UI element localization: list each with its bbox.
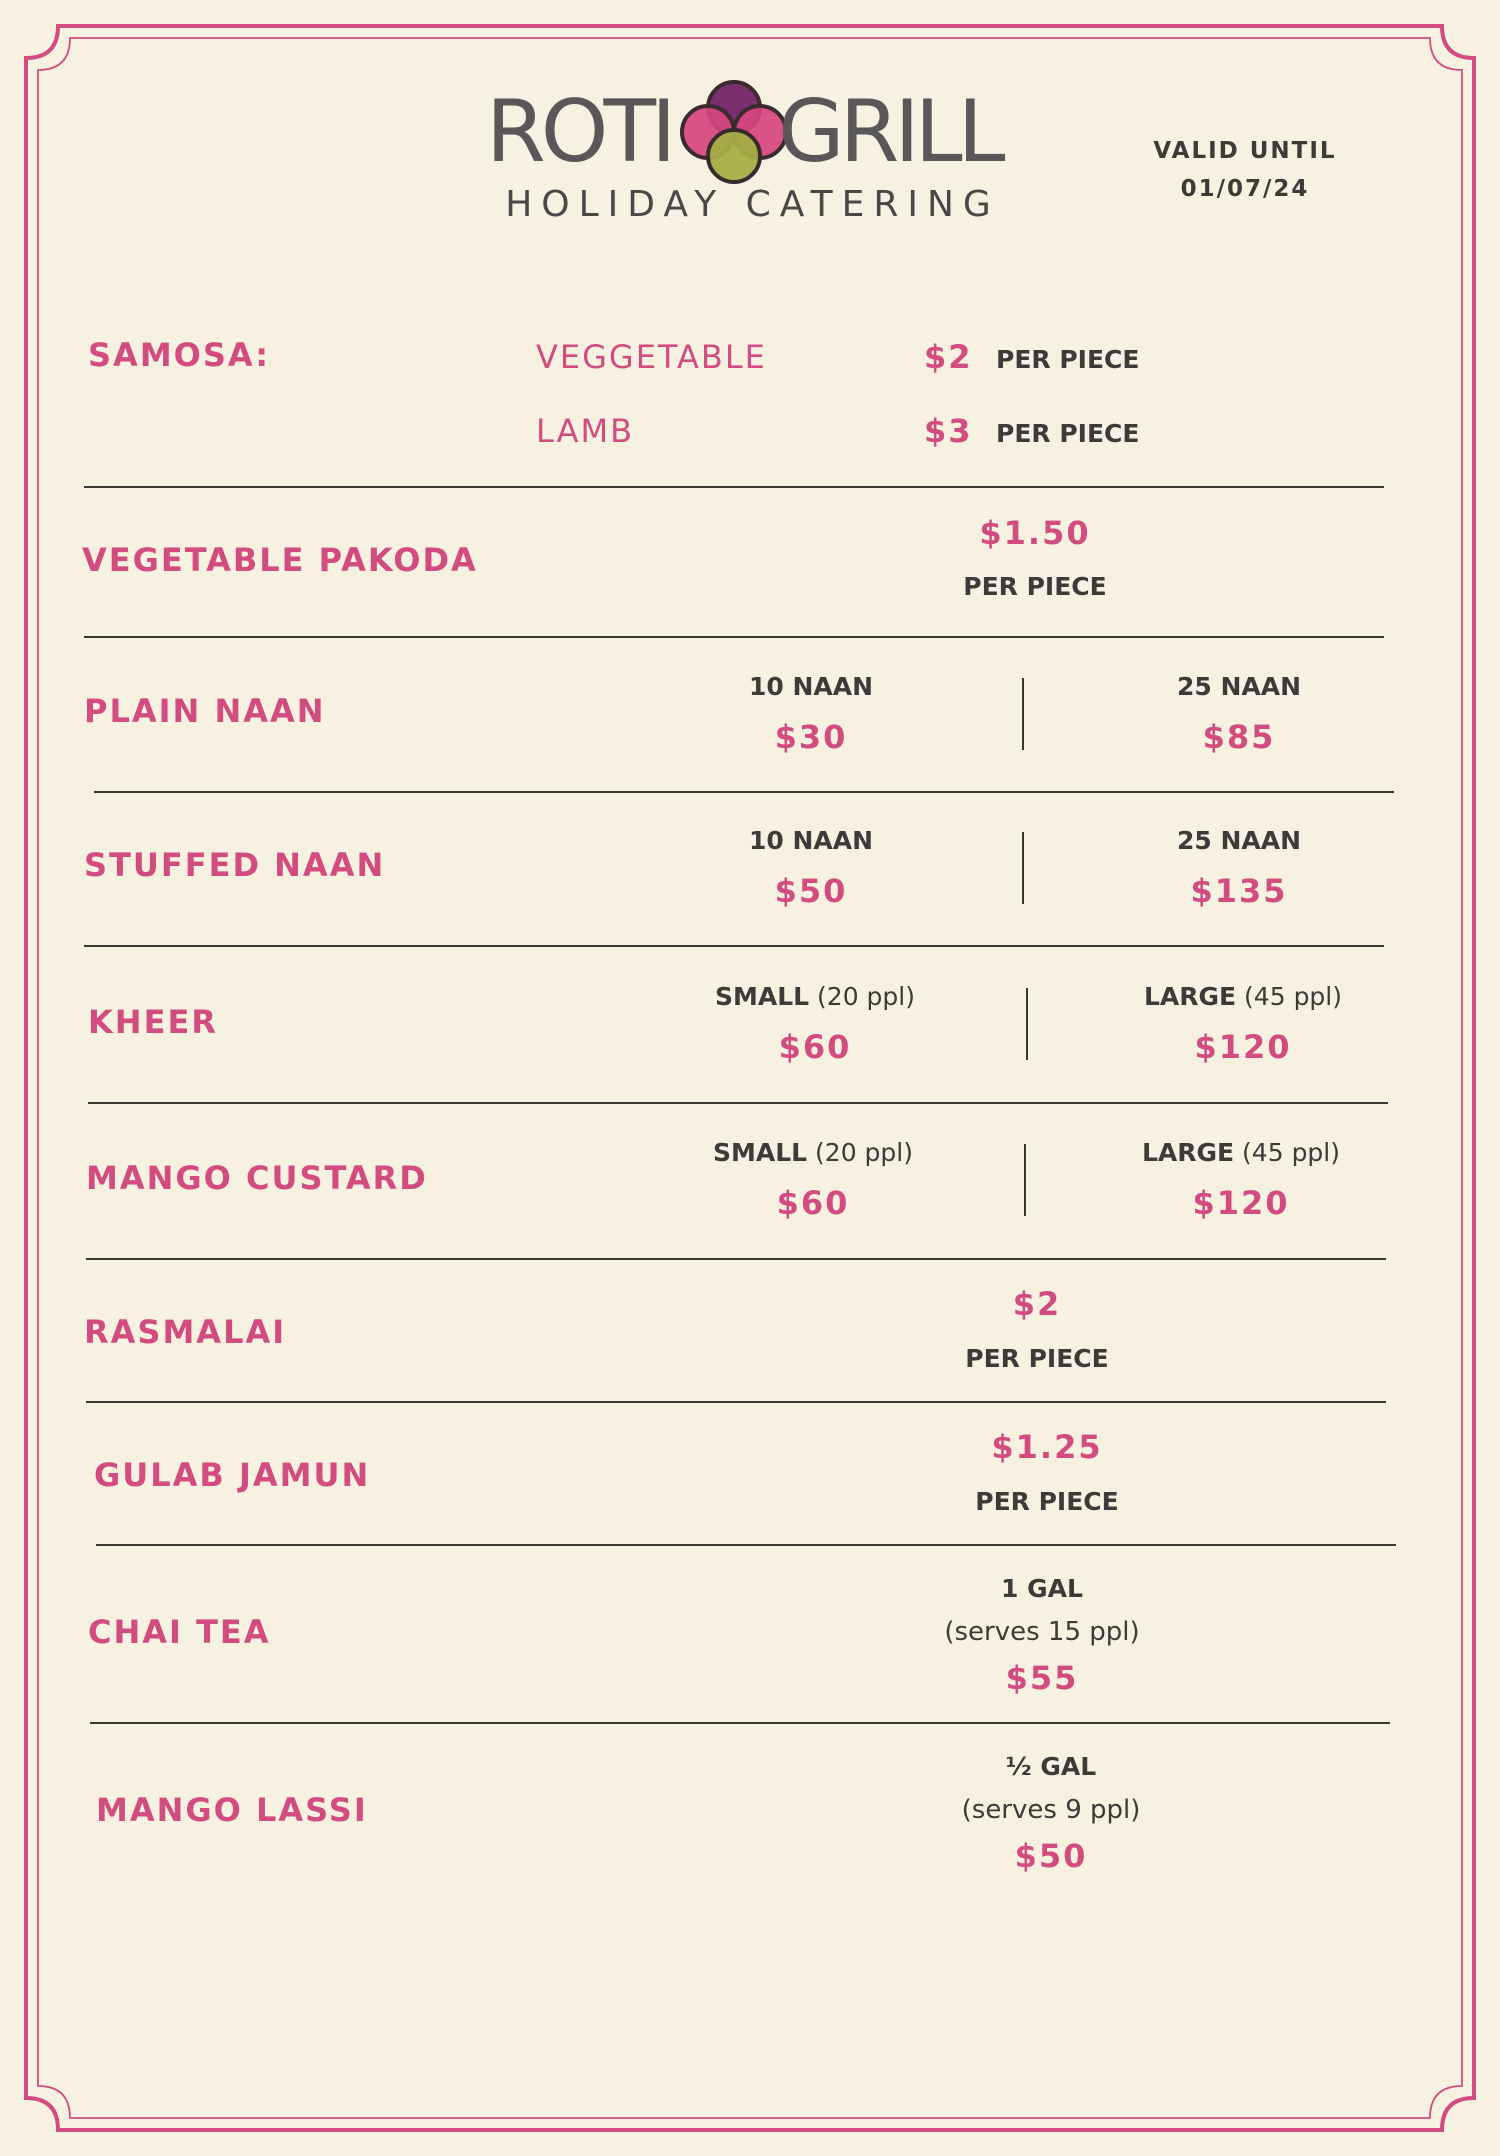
option-price: $120 [1192,1184,1290,1222]
item-price: $1.25 [991,1428,1103,1466]
divider [88,1102,1388,1104]
item-name: MANGO LASSI [96,1791,368,1829]
item-serves: (serves 9 ppl) [961,1795,1141,1825]
item-unit: PER PIECE [965,1344,1109,1373]
item-price: $2 [1012,1285,1062,1323]
item-size: ½ GAL [1005,1752,1097,1781]
option-label: SMALL (20 ppl) [715,982,915,1011]
item-unit: PER PIECE [963,572,1107,601]
option-price: $60 [778,1028,852,1066]
item-name: GULAB JAMUN [94,1456,371,1494]
option-separator [1024,1144,1026,1216]
item-serves: (serves 15 ppl) [944,1617,1140,1647]
item-price: $1.50 [979,514,1091,552]
option-label: 10 NAAN [748,672,874,701]
item-name: VEGETABLE PAKODA [82,541,478,579]
divider [84,486,1384,488]
option-price: $85 [1202,718,1276,756]
item-price: $50 [1014,1837,1088,1875]
item-unit: PER PIECE [975,1487,1119,1516]
option-price: $120 [1194,1028,1292,1066]
item-name: SAMOSA: [88,336,271,374]
variant-price: $2 [924,338,973,376]
divider [94,791,1394,793]
item-name: PLAIN NAAN [84,692,326,730]
item-size: 1 GAL [1001,1574,1083,1603]
variant-unit: PER PIECE [996,419,1140,448]
option-label: 25 NAAN [1176,826,1302,855]
option-price: $50 [774,872,848,910]
variant-price: $3 [924,412,973,450]
divider [84,636,1384,638]
valid-until-label: VALID UNTIL [1153,138,1337,164]
item-price: $55 [1005,1659,1079,1697]
variant-unit: PER PIECE [996,345,1140,374]
item-name: KHEER [88,1003,218,1041]
divider [86,1258,1386,1260]
item-name: CHAI TEA [88,1613,271,1651]
item-name: MANGO CUSTARD [86,1159,428,1197]
page-subtitle: HOLIDAY CATERING [505,184,1000,225]
option-separator [1026,988,1028,1060]
item-name: STUFFED NAAN [84,846,386,884]
option-label: LARGE (45 ppl) [1141,1138,1341,1167]
option-label: 10 NAAN [748,826,874,855]
valid-until-date: 01/07/24 [1180,176,1310,202]
brand-name-right: GRILL [778,82,1001,182]
option-label: LARGE (45 ppl) [1143,982,1343,1011]
option-price: $30 [774,718,848,756]
option-separator [1022,678,1024,750]
option-price: $135 [1190,872,1288,910]
item-name: RASMALAI [84,1313,287,1351]
variant-label: VEGGETABLE [536,338,767,376]
option-label: 25 NAAN [1176,672,1302,701]
divider [96,1544,1396,1546]
brand-name-left: ROTI [486,82,672,182]
divider [84,945,1384,947]
divider [86,1401,1386,1403]
option-label: SMALL (20 ppl) [713,1138,913,1167]
option-separator [1022,832,1024,904]
variant-label: LAMB [536,412,635,450]
divider [90,1722,1390,1724]
option-price: $60 [776,1184,850,1222]
